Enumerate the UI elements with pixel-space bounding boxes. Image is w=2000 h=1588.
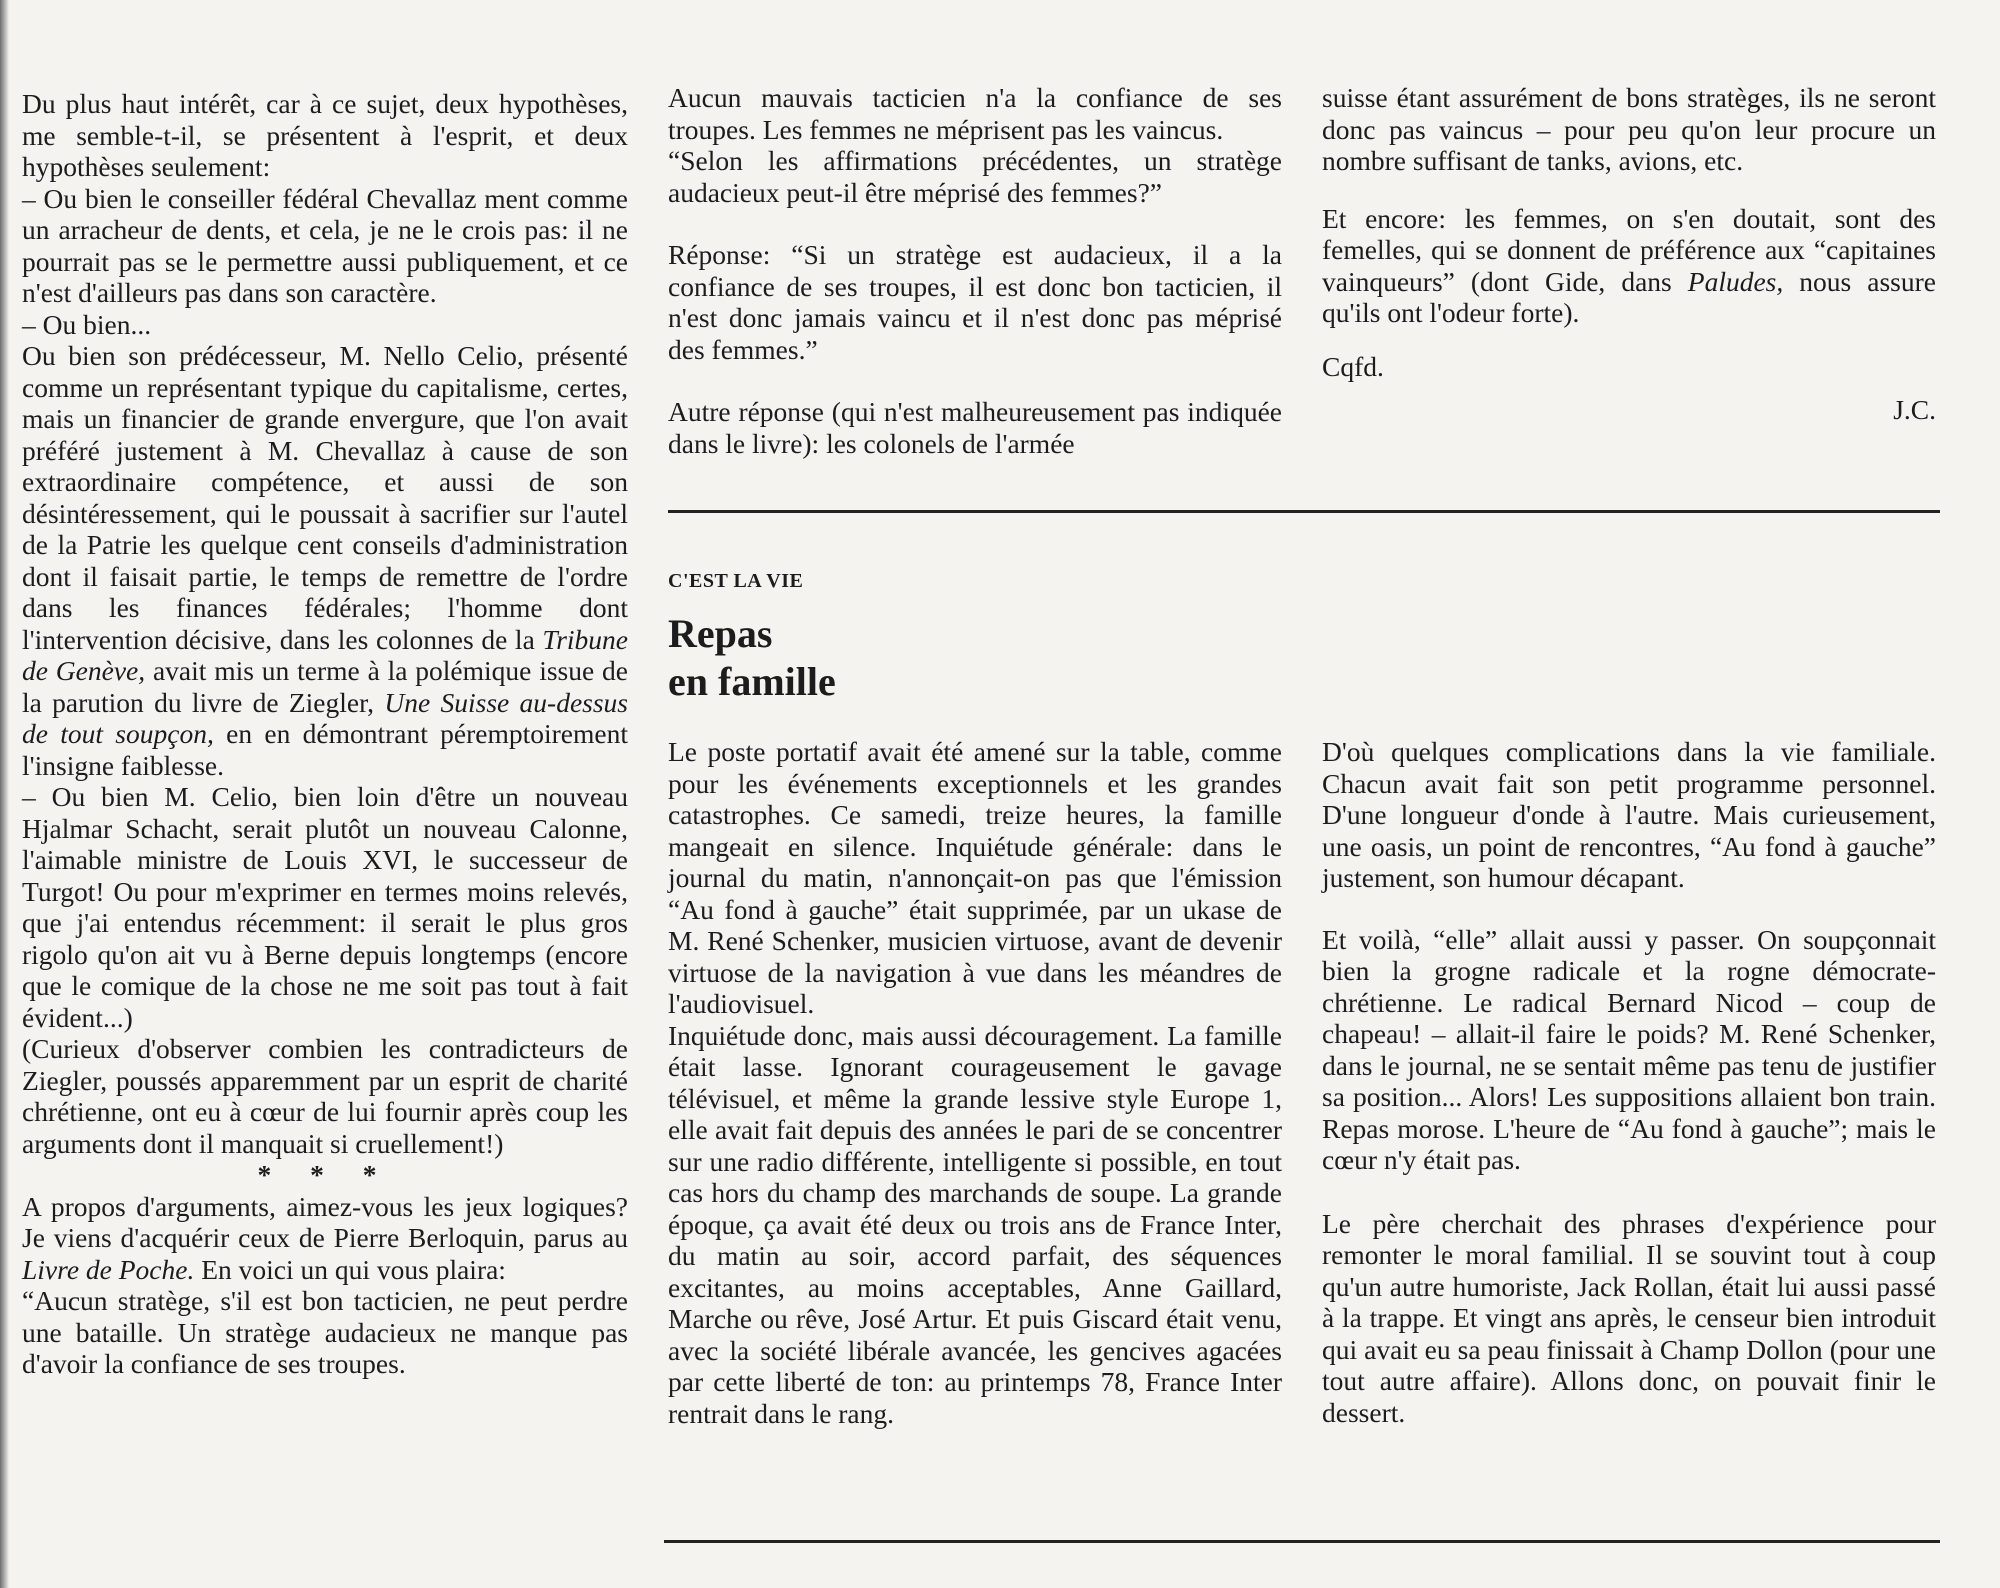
paragraph: “Selon les affirmations précédentes, un stratège audacieux peut-il être méprisé des femmes?” (668, 145, 1282, 208)
paragraph: – Ou bien M. Celio, bien loin d'être un nouveau Hjalmar Schacht, serait plutôt un nouveau Calonne, l'aimable ministre de Louis XVI, le successeur de Turgot! Ou pour m'exprimer en termes moins relevés, que j'ai entendus récemment: il serait le plus gros rigolo qu'on ait vu à Berne depuis longtemps (encore que le comique de la chose ne me soit pas tout à fait évident...) (22, 781, 628, 1033)
paragraph: Le poste portatif avait été amené sur la table, comme pour les événements exceptionnels et les grandes catastrophes. Ce samedi, treize heures, la famille mangeait en silence. Inquiétude générale: dans le journal du matin, n'annonçait-on pas que l'émission “Au fond à gauche” était supprimée, par un ukase de M. René Schenker, musicien virtuose, avant de devenir virtuose de la navigation à vue dans les méandres de l'audiovisuel. (668, 736, 1282, 1019)
paragraph (22, 340, 628, 781)
article-kicker: C'EST LA VIE (668, 570, 804, 592)
section-rule-bottom (664, 1540, 1940, 1543)
column-right-bottom (1322, 736, 1936, 1428)
paragraph (22, 1191, 628, 1286)
text-run: nous assure qu'ils ont l'odeur forte). (1322, 265, 1937, 328)
paragraph: Autre réponse (qui n'est malheureusement pas indiquée dans le livre): les colonels de l'armée (668, 396, 1282, 459)
paragraph: – Ou bien... (22, 308, 152, 340)
text-run: Ou bien son prédécesseur, M. Nello Celio, présenté comme un représentant typique du capitalisme, certes, mais un financier de grande envergure, que l'on avait préféré justement à M. Chevallaz à cause de son extraordinaire compétence, et aussi de son désintéressement, qui le poussait à sacrifier sur l'autel de la Patrie les quelque cent conseils d'administration dont il faisait partie, le temps de remettre de l'ordre dans les finances fédérales; l'homme dont l'intervention décisive, dans les colonnes de la (22, 340, 628, 655)
paragraph: Le père cherchait des phrases d'expérience pour remonter le moral familial. Il se souvint tout à coup qu'un autre humoriste, Jack Rollan, était lui aussi passé à la trappe. Et vingt ans après, le censeur bien introduit qui avait eu sa peau finissait à Champ Dollon (pour une tout autre affaire). Allons donc, on pouvait finir le dessert. (1322, 1207, 1936, 1428)
paragraph: “Aucun stratège, s'il est bon tacticien, ne peut perdre une bataille. Un stratège audacieux ne manque pas d'avoir la confiance de ses troupes. (22, 1285, 628, 1379)
text-run: en en démontrant péremptoirement l'insigne faiblesse. (22, 718, 628, 781)
author-signature: J.C. (1893, 394, 1936, 425)
paragraph: Inquiétude donc, mais aussi découragement. La famille était lasse. Ignorant courageusement le gavage télévisuel, et même la grande lessive style Europe 1, elle avait fait depuis des années le pari de se concentrer sur une radio différente, intelligente si possible, en tout cas hors du champ des marchands de soupe. La grande époque, ça avait été deux ou trois ans de France Inter, du matin au soir, accord parfait, des séquences excitantes, au moins acceptables, Anne Gaillard, Marche ou rêve, José Artur. Et puis Giscard était venu, avec la société libérale avancée, les gencives agacées par cette liberté de ton: au printemps 78, France Inter rentrait dans le rang. (668, 1019, 1282, 1429)
paragraph: Réponse: “Si un stratège est audacieux, il a la confiance de ses troupes, il est donc bon tacticien, il n'est donc jamais vaincu et il n'est donc pas méprisé des femmes.” (668, 239, 1282, 365)
paragraph: Aucun mauvais tacticien n'a la confiance de ses troupes. Les femmes ne méprisent pas les vaincus. (668, 82, 1282, 145)
paragraph: Cqfd. (1322, 350, 1384, 382)
section-separator: * * * (257, 1159, 393, 1190)
column-middle-bottom (668, 736, 1282, 1429)
paragraph (1322, 203, 1936, 329)
headline-line: Repas (668, 611, 773, 656)
text-run: En voici un qui vous plaira: (201, 1253, 506, 1285)
paragraph: Du plus haut intérêt, car à ce sujet, deux hypothèses, me semble-t-il, se présentent à l'esprit, et deux hypothèses seulement: (22, 88, 628, 182)
paragraph: D'où quelques complications dans la vie familiale. Chacun avait fait son petit programme personnel. D'une longueur d'onde à l'autre. Mais curieusement, une oasis, un point de rencontres, “Au fond à gauche” justement, son humour décapant. (1322, 736, 1936, 893)
paragraph: suisse étant assurément de bons stratèges, ils ne seront donc pas vaincus – pour peu qu'on leur procure un nombre suffisant de tanks, avions, etc. (1322, 82, 1936, 176)
column-left (22, 88, 628, 1380)
paragraph: – Ou bien le conseiller fédéral Chevallaz ment comme un arracheur de dents, et cela, je ne le crois pas: il ne pourrait pas se le permettre aussi publiquement, et ce n'est d'ailleurs pas dans son caractère. (22, 182, 628, 308)
text-run: avait mis un terme à la polémique issue de la parution du livre de Ziegler, (22, 655, 629, 718)
column-right-top (1322, 82, 1936, 426)
headline-line: en famille (668, 659, 836, 704)
text-run: Et encore: les femmes, on s'en doutait, sont des femelles, qui se donnent de préférence aux “capitaines vainqueurs” (dont Gide, dans (1322, 202, 1936, 297)
column-middle-top (668, 82, 1282, 459)
italic-title: Tribune de Genève, (22, 623, 628, 686)
italic-title: Livre de Poche. (22, 1253, 195, 1285)
italic-title: Paludes, (1687, 265, 1784, 297)
article-headline (668, 610, 836, 706)
italic-title: Une Suisse au-dessus de tout soupçon, (22, 686, 629, 749)
page-binding-edge (0, 0, 9, 1588)
paragraph: (Curieux d'observer combien les contradicteurs de Ziegler, poussés apparemment par un esprit de charité chrétienne, ont eu à cœur de lui fournir après coup les arguments dont il manquait si cruellement!) (22, 1033, 628, 1159)
section-rule-top (668, 510, 1940, 513)
paragraph: Et voilà, “elle” allait aussi y passer. On soupçonnait bien la grogne radicale et la rogne démocrate-chrétienne. Le radical Bernard Nicod – coup de chapeau! – allait-il faire le poids? M. René Schenker, dans le journal, ne se sentait même pas tenu de justifier sa position... Alors! Les suppositions allaient bon train. Repas morose. L'heure de “Au fond à gauche”; mais le cœur n'y était pas. (1322, 923, 1936, 1175)
text-run: A propos d'arguments, aimez-vous les jeux logiques? Je viens d'acquérir ceux de Pierre Berloquin, parus au (22, 1190, 628, 1253)
